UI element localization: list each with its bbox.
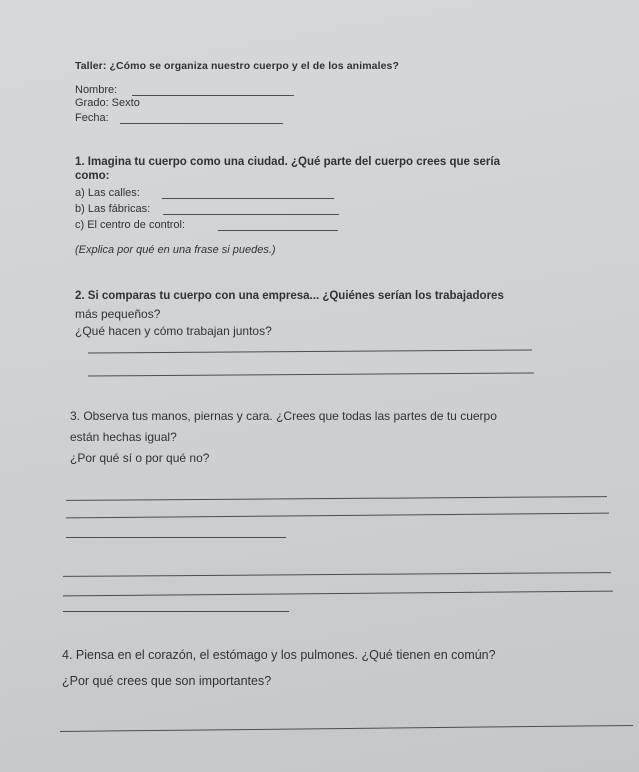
date-label: Fecha: [75,112,109,124]
question-3-answer-line-5[interactable] [63,591,613,597]
option-b-answer-line[interactable] [163,214,339,215]
question-2-subquestion: ¿Qué hacen y cómo trabajan juntos? [75,324,272,338]
question-3-subquestion: ¿Por qué sí o por qué no? [70,451,210,465]
date-answer-line[interactable] [120,123,283,124]
question-2-text: 2. Si comparas tu cuerpo con una empresa... ¿Quiénes serían los trabajadores [75,290,504,302]
question-3-answer-line-6[interactable] [63,611,289,612]
name-answer-line[interactable] [132,95,294,96]
option-a-answer-line[interactable] [162,198,334,199]
question-3-answer-line-2[interactable] [66,513,609,519]
option-c-answer-line[interactable] [218,230,338,231]
question-3-text-cont: están hechas igual? [70,430,177,444]
question-2-answer-line-1[interactable] [88,349,532,353]
question-1-text: 1. Imagina tu cuerpo como una ciudad. ¿Qué parte del cuerpo crees que sería [75,156,500,168]
grade-label: Grado: Sexto [75,97,140,109]
name-label: Nombre: [75,84,118,96]
question-1-note: (Explica por qué en una frase si puedes.) [75,244,276,256]
question-4-answer-line-1[interactable] [60,725,633,732]
option-b-label: b) Las fábricas: [75,203,151,215]
question-3-answer-line-1[interactable] [66,496,607,501]
question-1-text-cont: como: [75,170,110,182]
question-2-answer-line-2[interactable] [88,372,534,376]
question-3-text: 3. Observa tus manos, piernas y cara. ¿Crees que todas las partes de tu cuerpo [70,409,497,423]
question-3-answer-line-4[interactable] [63,572,611,577]
option-c-label: c) El centro de control: [75,219,186,231]
question-4-subquestion: ¿Por qué crees que son importantes? [62,674,272,688]
option-a-label: a) Las calles: [75,187,140,199]
question-4-text: 4. Piensa en el corazón, el estómago y los pulmones. ¿Qué tienen en común? [62,648,496,662]
question-2-text-cont: más pequeños? [75,307,161,321]
question-3-answer-line-3[interactable] [66,537,286,538]
worksheet-title: Taller: ¿Cómo se organiza nuestro cuerpo y el de los animales? [75,60,400,72]
